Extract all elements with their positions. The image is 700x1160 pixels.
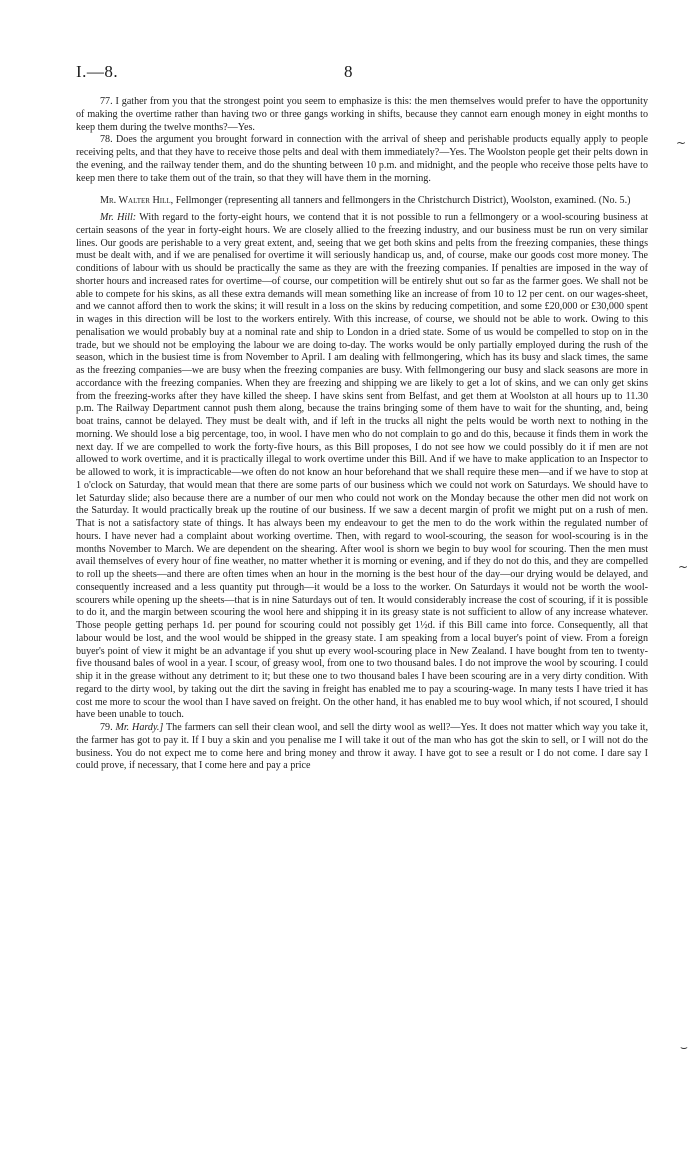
question-77: 77. I gather from you that the strongest point you seem to emphasize is this: the men themselves would prefer to have the opportunity of making the overtime rather than having two or three gangs working in shifts, because they cannot earn enough money in eight months to keep them during the twelve months?—Yes. — [76, 96, 648, 133]
body-text — [76, 96, 648, 773]
page-header — [76, 62, 648, 82]
witness-description: Fellmonger (representing all tanners and fellmongers in the Christchurch District), Woolston, examined. (No. 5.) — [173, 195, 631, 207]
question-79 — [76, 722, 648, 773]
witness-heading — [76, 195, 648, 208]
page-number: 8 — [344, 62, 353, 81]
question-79-number: 79. — [100, 722, 113, 733]
margin-mark-top: ~ — [676, 136, 687, 150]
witness-name: Mr. Walter Hill, — [100, 195, 174, 207]
statement-text: With regard to the forty-eight hours, we contend that it is not possible to run a fellmongery or a wool-scouring business at certain seasons of the year in forty-eight hours. We are closely allied to the freezing industry, and our business must be run on very similar lines. Our goods are perishable to a very great extent, and, seeing that we get both skins and pelts from the freezing companies, these things must be dealt with, and if we are penalised for overtime it will seriously handicap us, and, of course, make our goods cost more money. The conditions of labour with us should be practically the same as they are with the freezing companies. If penalties are imposed in the way of shorter hours and increased rates for overtime—of course, our competition will be entirely shut out so far as the farmer goes. We shall not be able to compete for his skins, as all these extra demands will mean something like an increase of from 10 to 12 per cent. on our wages-sheet, and we cannot afford then to work the skins; it will result in a loss on the skins by reducing competition, and some £20,000 or £30,000 spent in wages in this direction will be lost to the workers entirely. With this increase, of course, we should not be able to work. Owing to this penalisation we would probably buy at a nominal rate and ship to London in a dried state. Some of us would be compelled to stop on in the trade, but we should not be employing the labour we are doing to-day. The works would be only partially employed during the rush of the season, which in the busiest time is from November to April. I am dealing with fellmongering, which has its busy and slack times, the same as the freezing companies—we are busy when the freezing companies are busy. With fellmongering our busy and slack seasons are more in accordance with the freezing companies. When they are freezing and shipping we are likely to get a lot of skins, and we can only get skins from the freezing-works after they have killed the sheep. I have skins sent from Belfast, and get them at Woolston at all hours up to 11.30 p.m. The Railway Department cannot push them along, because the trains bringing some of them have to wait for the shunting, and, being boat trains, cannot be delayed. They must be dealt with, and if left in the trucks all night the pelts would be worth next to nothing in the morning. We should lose a big percentage, too, in wool. I have men who do not complain to go and do this, because it finds them in work the next day. If we are compelled to work the forty-five hours, as this Bill proposes, I do not see how we could possibly do it if men are not allowed to work overtime, and it is practically illegal to work overtime under this Bill. And if we have to make application to an Inspector to be allowed to work, it is impracticable—we often do not know an hour beforehand that we shall require these men—and if we have to stop at 1 o'clock on Saturday, that would mean that there are some parts of our business which we could not work on Saturdays. We should have to let Saturday slide; also because there are a number of our men who could not work on the Monday because the other men did not work on the Saturday. It would practically break up the routine of our business. If we saw a decent margin of profit we might put on a rush of men. That is not a satisfactory state of things. It has always been my endeavour to get the men to do the work within the regulated number of hours. I have never had a complaint about working overtime. Then, with regard to wool-scouring, the season for wool-scouring is in the months November to March. We are dependent on the shearing. After wool is shorn we begin to buy wool for scouring. Then the men must avail themselves of every hour of fine weather, no matter whether it is morning or evening, and if they do not do this, and they are compelled to roll up the sheets—and there are often times when an hour in the morning is the best hour of the day—our drying would be delayed, and consequently increased and a less quantity put through—it would be a loss to the worker. On Saturdays it would not be worth the wool-scourers while opening up the sheets—that is in nine Saturdays out of ten. It would considerably increase the cost of scouring, if it is possible to do it, and the margin between scouring the wool here and shipping it in its greasy state is not sufficient to allow of any increase whatever. Those people getting perhaps 1d. per pound for scouring could not possibly get 1½d. if this Bill came into force. Consequently, all that labour would be lost, and the wool would be shipped in the greasy state. I am speaking from a local buyer's point of view. From a foreign buyer's point of view it might be an advantage if you shut up every wool-scouring place in New Zealand. I have bought from ten to twenty-five thousand bales of wool in a year. I scour, of greasy wool, from one to two thousand bales. I do not improve the wool by scouring. I could ship it in the grease without any detriment to it; but these one to two thousand bales I have been scouring are in a very dirty condition. With regard to the dirty wool, by taking out the dirt the saving in freight has enabled me to pay a scouring-wage. In many tests I have tried it has cost me more to scour the wool than I have saved on freight. On the other hand, it has enabled me to buy wool which, if not scoured, I should have been unable to touch. — [76, 212, 649, 721]
question-79-text: The farmers can sell their clean wool, and sell the dirty wool as well?—Yes. It does not matter which way you take it, the farmer has got to pay it. If I buy a skin and you penalise me I will take it out of the man who has got the skin to sell, or I will not do the business. You do not expect me to come here and bring money and throw it away. I have got to see a result or I do not come. I dare say I could prove, if necessary, that I come here and pay a price — [76, 722, 649, 772]
witness-statement — [76, 212, 648, 722]
margin-mark-bottom: ⌣ — [680, 1040, 688, 1054]
report-reference: I.—8. — [76, 62, 119, 81]
question-78: 78. Does the argument you brought forward in connection with the arrival of sheep and perishable products equally apply to people receiving pelts, and that they have to receive those pelts and deal with them immediately?—Yes. The Woolston people get their pelts down in the evening, and the railway tender them, and do the shunting between 10 p.m. and midnight, and the people who receive those pelts have to keep men there to take them out of the train, so that they will have them in the morning. — [76, 134, 648, 184]
speaker-label: Mr. Hill: — [100, 212, 137, 223]
question-79-speaker: Mr. Hardy.] — [115, 722, 164, 733]
margin-mark-middle: ~ — [678, 560, 689, 574]
